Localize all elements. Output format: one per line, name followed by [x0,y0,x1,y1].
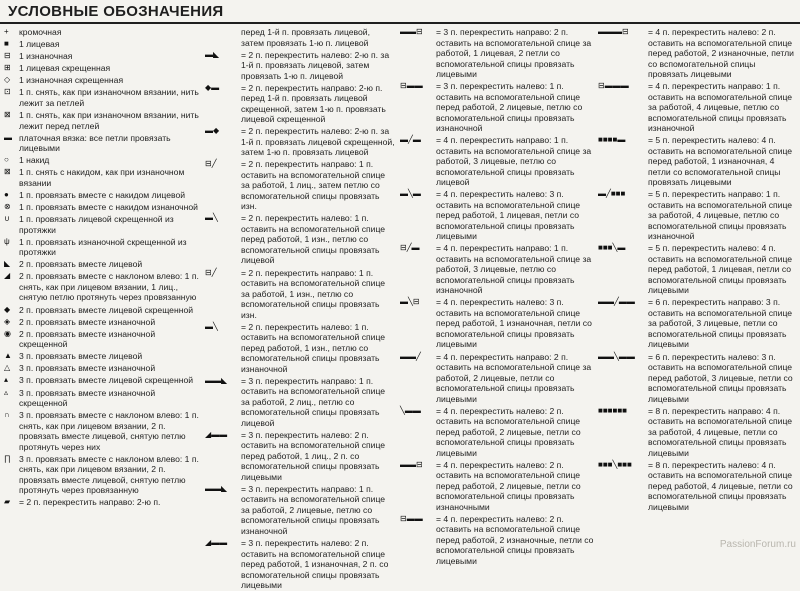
stitch-symbol-icon: ▬▬◣ [205,375,228,385]
legend-entry-text: 2 п. провязать вместе с наклоном влево: 1 п. снять, как при лицевом вязании, 1 лиц., снятую петлю протянуть через провязанную [19,271,199,303]
legend-entry [4,167,200,188]
stitch-symbol-icon: ⊡ [4,87,11,97]
legend-entry [4,259,200,270]
stitch-symbol-icon: ▴ [4,375,9,385]
legend-entry-text: = 4 п. перекрестить налево: 2 п. оставить на вспомогательной спице перед работой, 2 лицевые, петли со вспомогательной спицы провязать изнаночными [436,459,581,512]
legend-entry-text: = 8 п. перекрестить налево: 4 п. оставить на вспомогательной спице перед работой, 4 лицевые, петли со вспомогательной спицы провязать лицевыми [648,459,793,512]
legend-entry-text: 2 п. провязать вместе изнаночной [19,316,156,327]
legend-entry-text: 1 изнаночная скрещенная [19,75,124,86]
legend-entry-text: = 3 п. перекрестить налево: 2 п. оставить на вспомогательной спице перед работой, 1 изнаночная, 2 п. со вспомогательной спицы провязать лицевыми [241,538,389,591]
legend-entry-text: 2 п. провязать вместе изнаночной скрещенной [19,328,156,350]
legend-entry [4,110,200,131]
legend-column-1 [4,27,200,548]
stitch-symbol-icon: ⊟▬▬▬ [598,81,629,91]
stitch-symbol-icon: ▬▬◣ [205,483,228,493]
legend-entry [4,497,200,508]
legend-entry-text: = 5 п. перекрестить налево: 4 п. оставить на вспомогательной спице перед работой, 1 изнаночная, 4 петли со вспомогательной спицы провязать лицевыми [648,135,793,188]
legend-entry-text: = 4 п. перекрестить направо: 1 п. оставить на вспомогательной спице за работой, 4 лицевые, петлю со вспомогательной спицы провязать изнаночной [648,81,793,134]
legend-entry-text: = 6 п. перекрестить направо: 3 п. оставить на вспомогательной спице за работой, 3 лицевые, петли со вспомогательной спицы провязать лицевыми [648,297,793,350]
legend-entry [4,410,200,452]
legend-entry-text: 1 изнаночная [19,51,73,62]
legend-entry-text: = 2 п. перекрестить налево: 2-ю п. за 1-й п. провязать лицевой скрещенной, затем 1-ю п. провязать лицевой [241,126,395,158]
legend-entry-text: = 2 п. перекрестить направо: 2-ю п. перед 1-й п. провязать лицевой скрещенной, затем 1-ю п. провязать лицевой скрещенной [241,82,386,125]
stitch-symbol-icon: ∩ [4,410,10,420]
stitch-symbol-icon: ▬ [4,132,12,142]
stitch-symbol-icon: ▲ [4,351,12,361]
stitch-symbol-icon: △ [4,363,11,373]
stitch-symbol-icon: ■■■■■■ [598,405,627,415]
stitch-symbol-icon: ■■■╲▬ [598,243,626,253]
stitch-symbol-icon: ◉ [4,328,11,338]
legend-entry [4,63,200,74]
legend-entry [4,317,200,328]
legend-entry [400,189,594,242]
legend-entry-text: = 4 п. перекрестить налево: 2 п. оставить на вспомогательной спице перед работой, 2 лицевые, петли со вспомогательной спицы провязать лицевыми [436,405,581,458]
legend-entry-text: 1 п. снять, как при изнаночном вязании, нить лежит перед петлей [19,110,199,131]
stitch-symbol-icon: ▬╲ [205,321,218,331]
legend-entry-text: 3 п. провязать вместе лицевой [19,351,143,362]
legend-entry [4,39,200,50]
legend-entry-text: 3 п. провязать вместе лицевой скрещенной [19,375,194,386]
stitch-symbol-icon: ▬▬▬⊟ [598,27,629,36]
stitch-symbol-icon: ⊠ [4,110,11,120]
legend-entry [400,514,594,567]
legend-entry [205,430,395,483]
legend-entry [4,363,200,374]
legend-entry [205,322,395,375]
legend-entry [4,214,200,235]
stitch-symbol-icon: ◆ [4,304,11,314]
legend-entry-text: = 3 п. перекрестить направо: 1 п. оставить на вспомогательной спице за работой, 2 лиц., петлю со вспомогательной спицы провязать лицевой [241,375,386,428]
stitch-symbol-icon: ◢▬▬ [205,538,228,548]
legend-entry [400,406,594,459]
stitch-symbol-icon: ⊟╱▬ [400,243,420,253]
stitch-symbol-icon: ▰ [4,497,11,507]
legend-entry [400,352,594,405]
legend-entry-text: 3 п. провязать вместе изнаночной скрещенной [19,387,156,409]
legend-entry-text: = 2 п. перекрестить налево: 2-ю п. за 1-й п. провязать лицевой, затем провязать 1-ю п. лицевой [241,49,390,81]
stitch-symbol-icon: ▬◆ [205,126,220,136]
watermark: PassionForum.ru [719,539,796,550]
legend-entry-text: 3 п. провязать вместе с наклоном влево: 1 п. снять, как при лицевом вязании, 2 п. провязать вместе лицевой, снятую петлю протянуть через них [19,410,199,452]
legend-entry [598,352,796,405]
stitch-symbol-icon: ■■■■▬ [598,135,626,145]
legend-entry-text: = 6 п. перекрестить налево: 3 п. оставить на вспомогательной спице перед работой, 3 лицевые, петли со вспомогательной спицы провязать лицевыми [648,351,793,404]
legend-entry [400,297,594,350]
legend-entry [598,189,796,242]
legend-entry [4,388,200,409]
legend-entry-text: 1 п. снять с накидом, как при изнаночном вязании [19,167,185,188]
legend-entry [400,243,594,296]
legend-entry-text: = 2 п. перекрестить направо: 2-ю п. [19,497,161,508]
stitch-symbol-icon: ▬▬╱▬▬ [598,297,635,307]
legend-entry-text: кромочная [19,27,62,37]
legend-entry-text: = 8 п. перекрестить направо: 4 п. оставить на вспомогательной спице за работой, 4 лицевые, петли со вспомогательной спицы провязать лицевыми [648,405,793,458]
stitch-symbol-icon: ◣ [4,259,11,269]
stitch-symbol-icon: ⊟▬▬ [400,513,423,523]
legend-entry [400,460,594,513]
stitch-symbol-icon: ▬◣ [205,49,220,59]
legend-entry [598,81,796,134]
legend-entry [4,237,200,258]
legend-entry-text: 1 п. провязать вместе с накидом лицевой [19,189,186,200]
legend-entry-text: = 4 п. перекрестить направо: 2 п. оставить на вспомогательной спице за работой, 2 лицевые, петли со вспомогательной спицы провязать лицевыми [436,351,592,404]
legend-entry-text: 1 п. провязать вместе с накидом изнаночной [19,202,198,213]
stitch-symbol-icon: ⊟ [4,51,11,61]
stitch-symbol-icon: ◆▬ [205,82,220,92]
stitch-symbol-icon: ▬╲⊟ [400,297,420,307]
legend-entry [4,133,200,154]
legend-entry [4,329,200,350]
legend-entry-text: = 2 п. перекрестить направо: 1 п. оставить на вспомогательной спице за работой, 1 лиц., затем петлю со вспомогательной спицы провязать изн. [241,159,386,212]
stitch-symbol-icon: ⊗ [4,202,11,212]
stitch-symbol-icon: ⊞ [4,63,11,73]
legend-entry-text: = 4 п. перекрестить направо: 1 п. оставить на вспомогательной спице за работой, 3 лицевые, петлю со вспомогательной спицы провязать изнаночной [436,243,592,296]
stitch-symbol-icon: ▬▬⊟ [400,27,423,36]
legend-entry [4,27,200,38]
legend-entry [4,75,200,86]
stitch-symbol-icon: ◢▬▬ [205,429,228,439]
legend-entry [598,243,796,296]
legend-entry [205,27,395,48]
legend-entry [205,268,395,321]
legend-entry [205,83,395,125]
legend-entry-text: = 2 п. перекрестить налево: 1 п. оставить на вспомогательной спице перед работой, 1 изн., петлю со вспомогательной спицы провязать изнаночной [241,321,386,374]
stitch-symbol-icon: + [4,27,9,36]
legend-entry [4,87,200,108]
legend-entry-text: = 4 п. перекрестить налево: 3 п. оставить на вспомогательной спице перед работой, 1 лицевая, петли со вспомогательной спицы провязать лицевыми [436,189,581,242]
legend-entry [205,50,395,82]
legend-entry [205,159,395,212]
legend-entry-text: = 3 п. перекрестить налево: 2 п. оставить на вспомогательной спице перед работой, 1 лиц., 2 п. со вспомогательной спицы провязать лицевыми [241,429,386,482]
stitch-symbol-icon: ▬▬╲▬▬ [598,351,635,361]
stitch-symbol-icon: ● [4,189,9,199]
stitch-symbol-icon: ⊟▬▬ [400,81,423,91]
legend-entry [4,190,200,201]
legend-entry [400,81,594,134]
stitch-symbol-icon: ■■■╲■■■ [598,459,632,469]
legend-entry [4,351,200,362]
legend-entry [4,375,200,386]
stitch-symbol-icon: ▬╱▬ [400,135,421,145]
stitch-symbol-icon: ▬▬╱ [400,351,421,361]
legend-entry [400,135,594,188]
legend-entry [4,271,200,303]
legend-entry [598,406,796,459]
legend-column-4 [598,27,796,548]
legend-entry-text: = 2 п. перекрестить налево: 1 п. оставить на вспомогательной спице перед работой, 1 изн., петлю со вспомогательной спицы провязать лицевой [241,213,386,266]
legend-entry [4,305,200,316]
stitch-symbol-icon: ▬╱■■■ [598,189,626,199]
stitch-symbol-icon: ⊠ [4,167,11,177]
title-rule [0,22,800,24]
legend-entry [4,454,200,496]
legend-entry-text: = 5 п. перекрестить направо: 1 п. оставить на вспомогательной спице за работой, 4 лицевые, петлю со вспомогательной спицы провязать изнаночной [648,189,793,242]
stitch-symbol-icon: ◢ [4,271,11,281]
legend-entry-text: 3 п. провязать вместе с наклоном влево: 1 п. снять, как при лицевом вязании, 2 п. провязать вместе лицевой, снятую петлю протянуть через провязанную [19,453,199,496]
stitch-symbol-icon: ◇ [4,75,11,85]
stitch-symbol-icon: ○ [4,155,9,165]
stitch-symbol-icon: ⊟╱ [205,159,217,169]
stitch-symbol-icon: ⊟╱ [205,267,217,277]
legend-entry [4,155,200,166]
page-title: УСЛОВНЫЕ ОБОЗНАЧЕНИЯ [8,3,224,20]
legend-entry-text: = 3 п. перекрестить направо: 2 п. оставить на вспомогательной спице за работой, 1 лицевая, 2 петли со вспомогательной спицы провязать лицевыми [436,27,592,79]
stitch-symbol-icon: ■ [4,39,9,49]
legend-entry-text: = 4 п. перекрестить направо: 1 п. оставить на вспомогательной спице за работой, 3 лицевые, петлю со вспомогательной спицы провязать лицевой [436,135,592,188]
legend-entry-text: = 2 п. перекрестить направо: 1 п. оставить на вспомогательной спице за работой, 1 изн., петлю со вспомогательной спицы провязать изн. [241,267,386,320]
legend-entry-text: = 3 п. перекрестить направо: 1 п. оставить на вспомогательной спице за работой, 2 лицевые, петлю со вспомогательной спицы провязать изнаночной [241,483,386,536]
stitch-symbol-icon: ╲▬▬ [400,405,421,415]
legend-entry-text: 1 п. провязать изнаночной скрещенной из протяжки [19,236,187,258]
stitch-symbol-icon: ▵ [4,387,9,397]
legend-entry-text: платочная вязка: все петли провязать лицевыми [19,132,171,154]
legend-entry-text: 1 накид [19,155,50,166]
legend-entry [205,213,395,266]
legend-entry [598,460,796,513]
legend-entry-text: 1 лицевая скрещенная [19,63,111,74]
legend-entry-text: = 4 п. перекрестить налево: 2 п. оставить на вспомогательной спице перед работой, 2 изнаночные, петли со вспомогательной спицы провязать лицевыми [436,513,594,566]
legend-entry-text: 3 п. провязать вместе изнаночной [19,363,156,374]
stitch-symbol-icon: ▬╲▬ [400,189,421,199]
legend-entry-text: 1 лицевая [19,39,60,50]
legend-entry [205,126,395,158]
stitch-symbol-icon: ∪ [4,214,10,224]
stitch-symbol-icon: ▬▬⊟ [400,459,423,469]
legend-entry [598,297,796,350]
legend-entry-text: 1 п. снять, как при изнаночном вязании, нить лежит за петлей [19,87,199,108]
legend-column-2 [205,27,395,591]
legend-entry [205,484,395,537]
legend-entry-text: перед 1-й п. провязать лицевой, затем провязать 1-ю п. лицевой [241,27,370,48]
legend-entry-text: = 4 п. перекрестить налево: 3 п. оставить на вспомогательной спице перед работой, 1 изнаночная, петли со вспомогательной спицы провязать лицевыми [436,297,592,350]
legend-entry-text: 2 п. провязать вместе лицевой скрещенной [19,304,194,315]
legend-entry [400,27,594,80]
legend-entry-text: = 3 п. перекрестить налево: 1 п. оставить на вспомогательной спице перед работой, 2 лицевые, петлю со вспомогательной спицы провязать изнаночной [436,81,583,134]
legend-entry-text: = 5 п. перекрестить налево: 4 п. оставить на вспомогательной спице перед работой, 1 лицевая, петли со вспомогательной спицы провязать лицевыми [648,243,793,296]
stitch-symbol-icon: ◈ [4,316,11,326]
legend-entry [205,538,395,591]
legend-entry [598,27,796,80]
legend-entry [598,135,796,188]
legend-entry-text: 2 п. провязать вместе лицевой [19,259,143,270]
stitch-symbol-icon: ▬╲ [205,213,218,223]
legend-entry-text: = 4 п. перекрестить налево: 2 п. оставить на вспомогательной спице перед работой, 2 изнаночные, петли со вспомогательной спицы провязать лицевыми [648,27,794,79]
legend-entry [205,376,395,429]
legend-entry-text: 1 п. провязать лицевой скрещенной из протяжки [19,214,174,235]
legend-entry [4,202,200,213]
stitch-symbol-icon: ∏ [4,453,11,463]
legend-entry [4,51,200,62]
stitch-symbol-icon: ψ [4,236,10,246]
legend-column-3 [400,27,594,566]
